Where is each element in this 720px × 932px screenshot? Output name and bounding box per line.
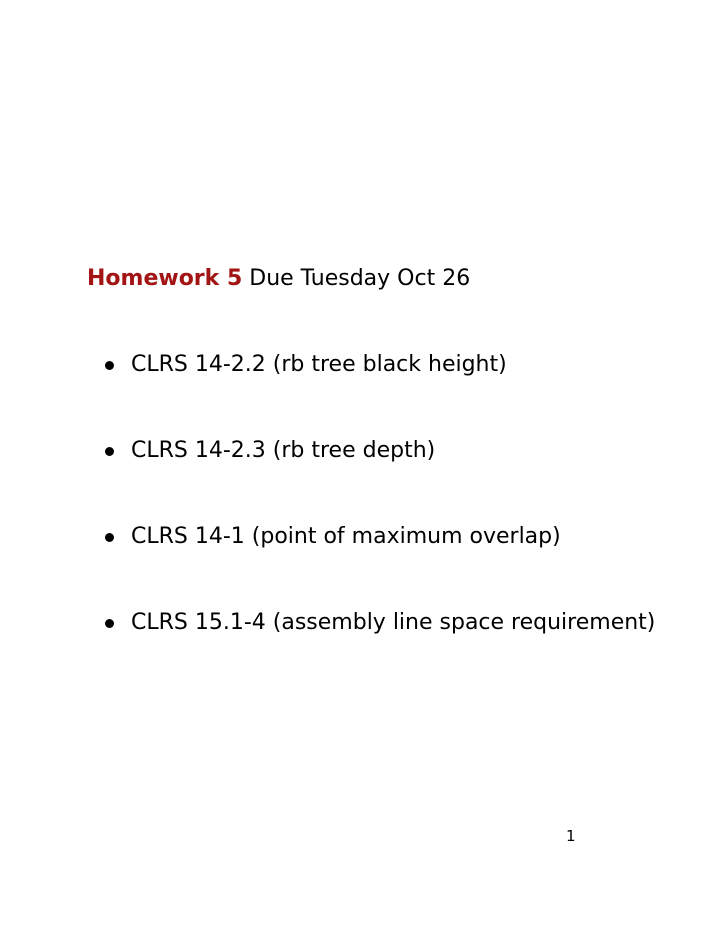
list-item (105, 607, 665, 639)
list-item-text: CLRS 15.1-4 (assembly line space requirement) (131, 610, 656, 635)
due-date: Due Tuesday Oct 26 (249, 266, 471, 291)
assignment-list (105, 349, 665, 693)
bullet-icon (105, 447, 114, 456)
bullet-icon (105, 361, 114, 370)
bullet-icon (105, 619, 114, 628)
list-item-text: CLRS 14-1 (point of maximum overlap) (131, 524, 561, 549)
slide-heading (87, 264, 470, 294)
list-item-text: CLRS 14-2.3 (rb tree depth) (131, 438, 436, 463)
list-item (105, 435, 665, 467)
homework-title: Homework 5 (87, 266, 243, 291)
list-item-text: CLRS 14-2.2 (rb tree black height) (131, 352, 507, 377)
page-number: 1 (566, 827, 576, 845)
list-item (105, 349, 665, 381)
bullet-icon (105, 533, 114, 542)
list-item (105, 521, 665, 553)
